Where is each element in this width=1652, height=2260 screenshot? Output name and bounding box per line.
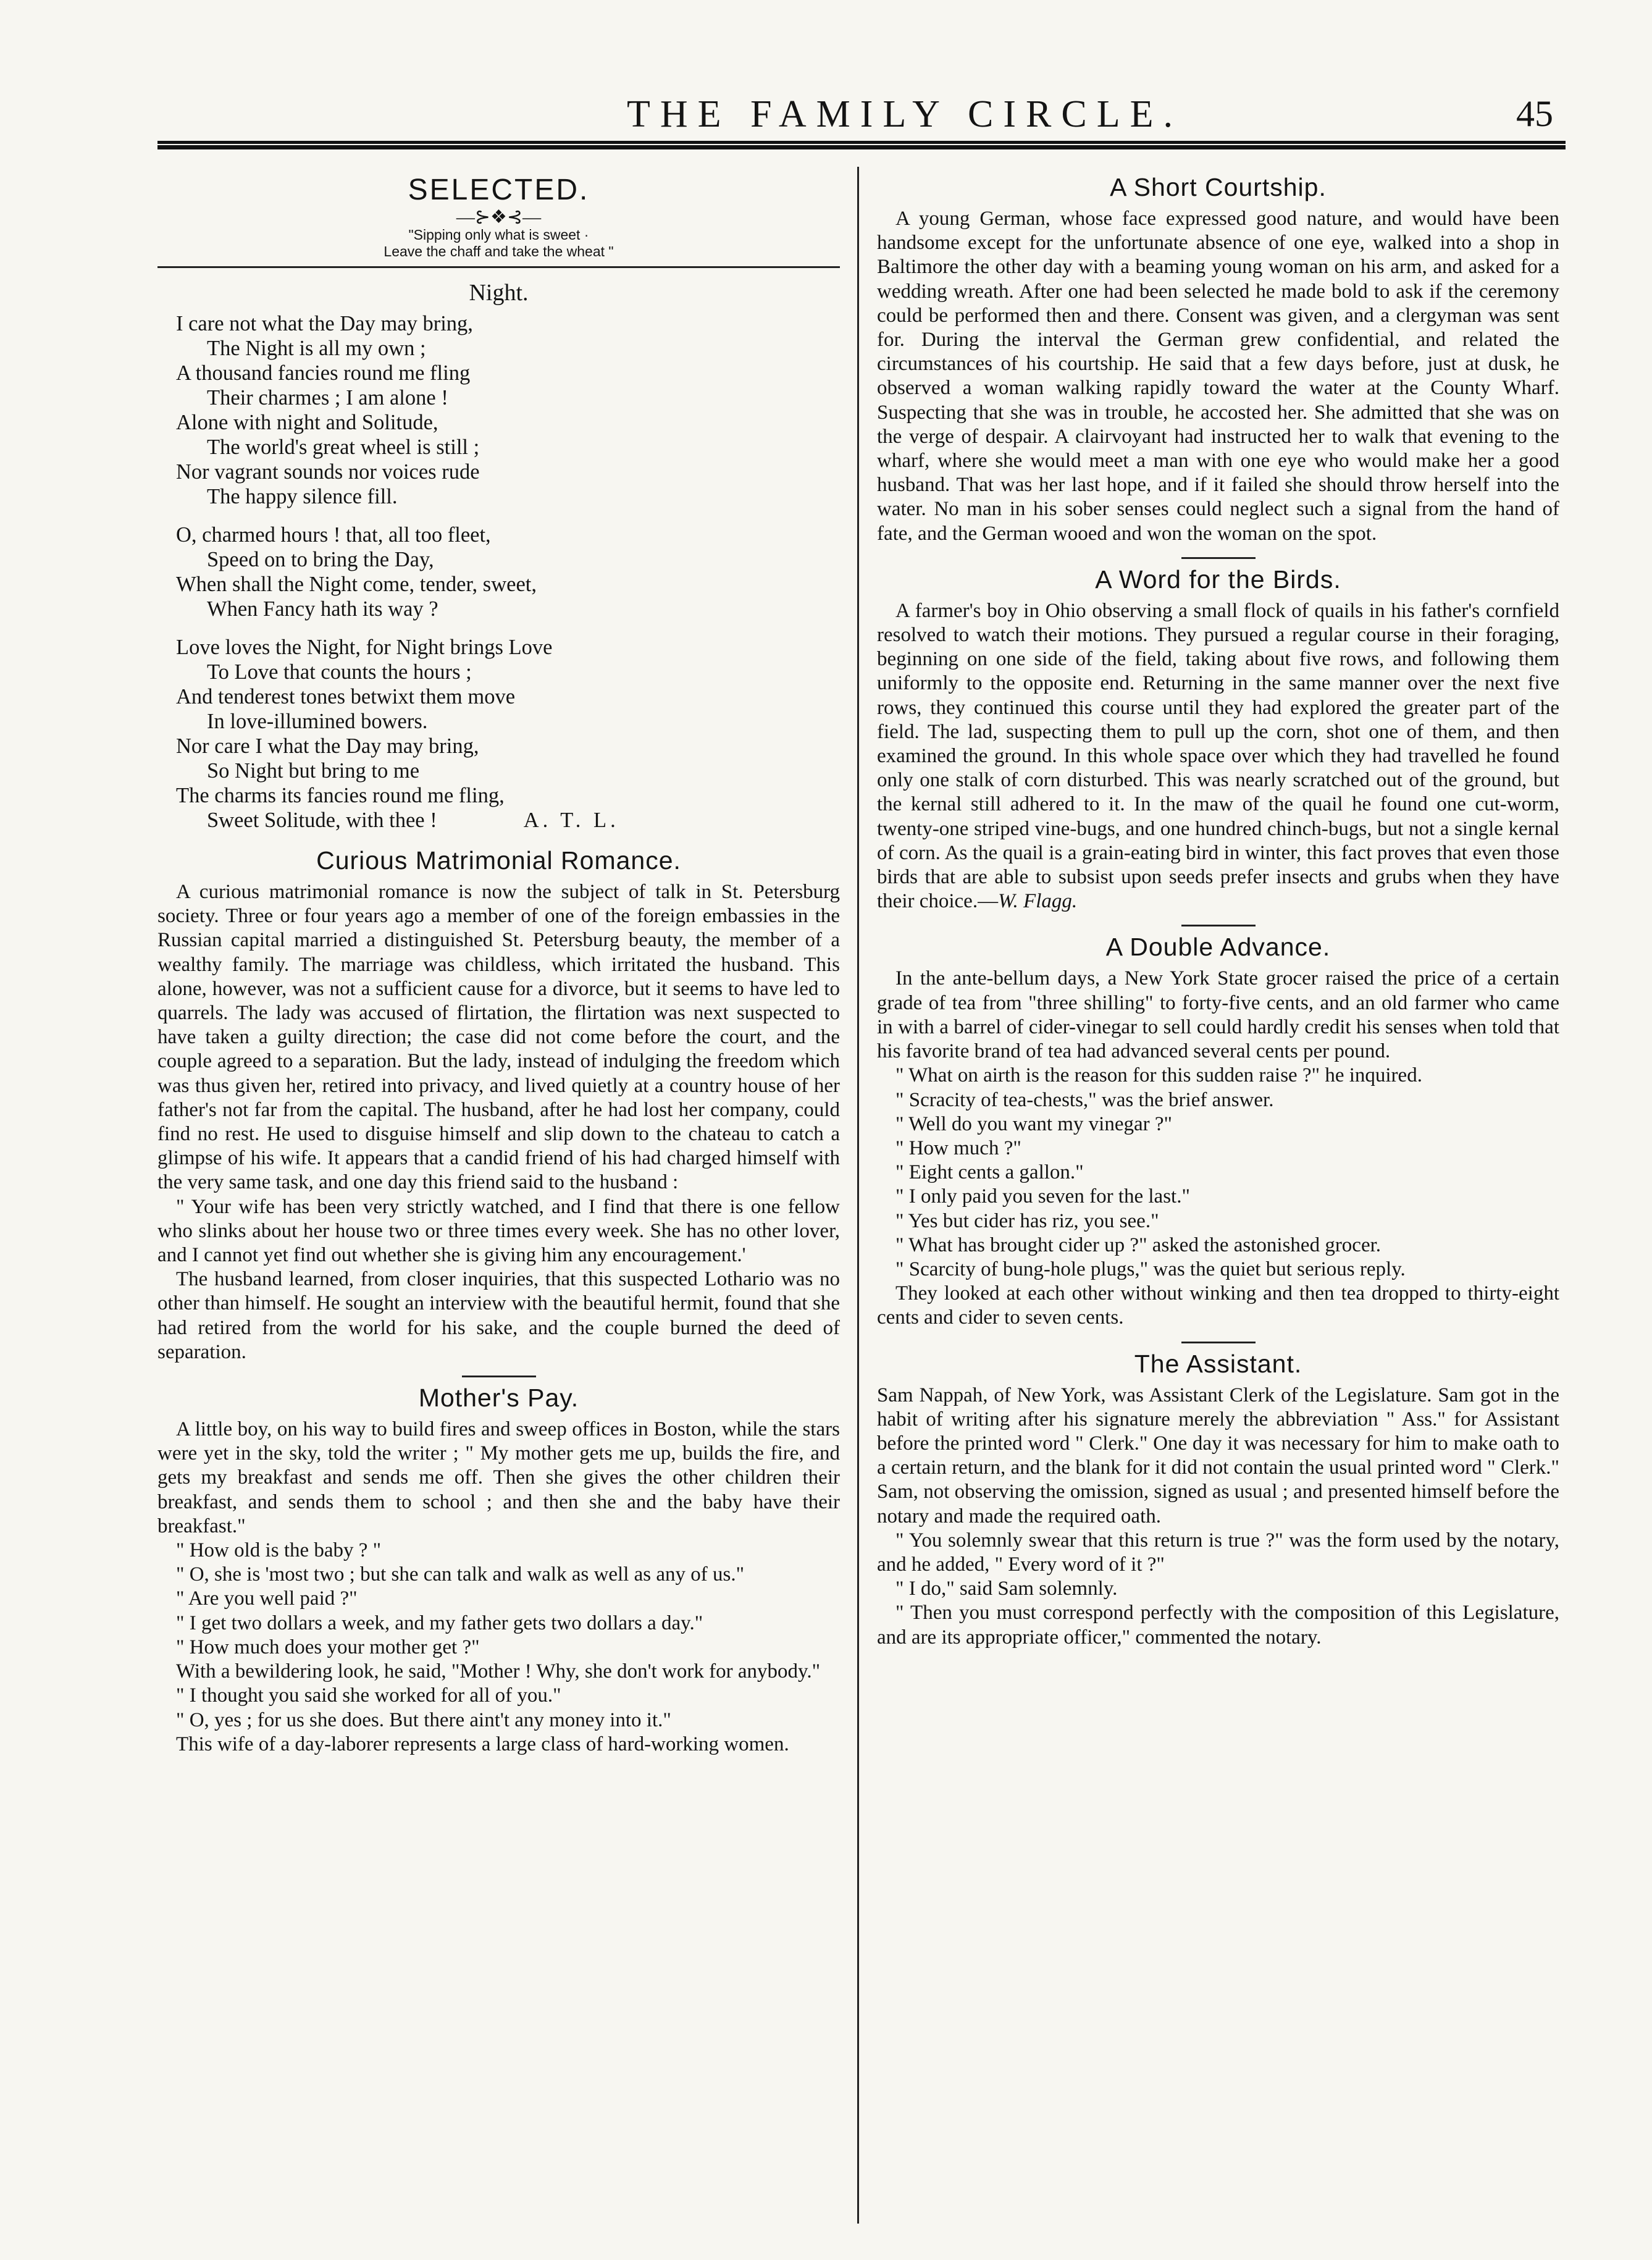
section-rule: [1181, 1342, 1256, 1343]
article-courtship: [877, 207, 1559, 546]
poem-line: [176, 808, 840, 833]
poem-line: I care not what the Day may bring,: [176, 312, 473, 335]
paragraph: " Then you must correspond perfectly with the composition of this Legislature, and are its appropriate officer," commented the notary.: [877, 1602, 1559, 1649]
paragraph: In the ante-bellum days, a New York State grocer raised the price of a certain grade of tea from "three shilling" to forty-five cents, and an old farmer who came in with a barrel of cider-vinegar to sell could hardly credit his senses when told that his favorite brand of tea had advanced several cents per pound.: [877, 967, 1559, 1063]
poem-line: To Love that counts the hours ;: [207, 660, 472, 684]
paragraph: " What has brought cider up ?" asked the astonished grocer.: [895, 1233, 1382, 1256]
poem-line: In love-illumined bowers.: [207, 710, 428, 733]
article-title: A Double Advance.: [1105, 933, 1331, 962]
paragraph: " Scarcity of bung-hole plugs," was the quiet but serious reply.: [895, 1258, 1406, 1280]
poem-signature: A. T. L.: [523, 809, 619, 832]
paragraph: " O, yes ; for us she does. But there aint't any money into it.": [176, 1708, 671, 1731]
poem-title: Night.: [469, 280, 529, 306]
page-header: [157, 93, 1566, 154]
poem-line-text: Sweet Solitude, with thee !: [207, 809, 437, 832]
article-birds: [877, 599, 1559, 914]
section-rule: [1181, 925, 1256, 926]
motto-line: Leave the chaff and take the wheat ": [384, 243, 614, 259]
motto: [157, 227, 840, 260]
poem-line: When Fancy hath its way ?: [207, 597, 438, 621]
article-assistant: [877, 1384, 1559, 1650]
paragraph-text: A farmer's boy in Ohio observing a small flock of quails in his father's cornfield resolved to watch their motions. They pursued a regular course in their foraging, beginning on one side of the field, taking about five rows, and following them uniformly to the opposite end. Returning in the same manner over the next five rows, they continued this course until they had explored the greater part of the field. The lad, suspecting them to pull up the corn, shot one of them, and then examined the ground. In this whole space over which they had travelled he found only one stalk of corn disturbed. This was nearly scratched out of the ground, but the kernal still adhered to it. In the maw of the quail he found one cut-worm, twenty-one striped vine-bugs, and one hundred chinch-bugs, but not a single kernal of corn. As the quail is a grain-eating bird in winter, this fact proves that even those birds that are able to subsist upon seeds prefer insects and grubs when they have their choice.—: [877, 599, 1559, 913]
paragraph: " How old is the baby ? ": [176, 1539, 382, 1562]
article-double-advance: [877, 967, 1559, 1330]
section-rule: [1181, 557, 1256, 559]
paragraph: " O, she is 'most two ; but she can talk and walk as well as any of us.": [176, 1563, 745, 1586]
motto-line: "Sipping only what is sweet ·: [408, 227, 589, 243]
paragraph: " Your wife has been very strictly watched, and I find that there is one fellow who slinks about her house two or three times every week. She has no other lover, and I cannot yet find out whether she is giving him any encouragement.': [157, 1195, 840, 1267]
poem-line: And tenderest tones betwixt them move: [176, 685, 516, 708]
header-rule: [157, 141, 1566, 149]
paragraph: [877, 599, 1559, 914]
poem-line: O, charmed hours ! that, all too fleet,: [176, 523, 491, 547]
paragraph: " I get two dollars a week, and my father gets two dollars a day.": [176, 1611, 703, 1634]
poem-line: A thousand fancies round me fling: [176, 361, 471, 385]
paragraph: A little boy, on his way to build fires and sweep offices in Boston, while the stars were yet in the sky, told the writer ; " My mother gets me up, builds the fire, and gets my breakfast and sends me off. Then she gives the other children their breakfast, and sends them to school ; and then she and the baby have their breakfast.": [157, 1418, 840, 1537]
left-column: [157, 173, 840, 2230]
paragraph: With a bewildering look, he said, "Mother ! Why, she don't work for anybody.": [176, 1660, 821, 1683]
paragraph: Sam Nappah, of New York, was Assistant Clerk of the Legislature. Sam got in the habit of writing after his signature merely the abbreviation " Ass." for Assistant before the printed word " Clerk." One day it was necessary for him to make oath to a certain return, and the blank for it did not contain the usual printed word " Clerk." Sam, not observing the omission, signed as usual ; and presented himself before the notary and made the required oath.: [877, 1384, 1559, 1527]
article-title: Mother's Pay.: [418, 1384, 579, 1413]
poem-stanza: [176, 311, 840, 509]
poem-line: Speed on to bring the Day,: [207, 548, 434, 571]
paragraph: " What on airth is the reason for this sudden raise ?" he inquired.: [895, 1064, 1422, 1087]
poem-stanza: [176, 635, 840, 833]
running-title: THE FAMILY CIRCLE.: [626, 93, 1183, 135]
paragraph: " Are you well paid ?": [176, 1587, 358, 1610]
divider-rule: [157, 266, 840, 268]
article-mothers-pay: [157, 1418, 840, 1757]
paragraph: " Scracity of tea-chests," was the brief answer.: [895, 1088, 1274, 1111]
paragraph: " How much ?": [895, 1136, 1021, 1159]
page-number: 45: [1516, 93, 1553, 134]
paragraph: This wife of a day-laborer represents a large class of hard-working women.: [176, 1733, 789, 1755]
paragraph: A curious matrimonial romance is now the subject of talk in St. Petersburg society. Three or four years ago a member of one of the foreign embassies in the Russian capital married a distinguished St. Petersburg beauty, the member of a wealthy family. The marriage was childless, which irritated the husband. This alone, however, was not a sufficient cause for a divorce, but it seems to have led to quarrels. The lady was accused of flirtation, the flirtation was next suspected to have taken a guilty direction; the case did not come before the court, and the couple agreed to a separation. But the lady, instead of indulging the freedom which was thus given her, retired into privacy, and lived quietly at a country house of her father's not far from the capital. The husband, after he had lost her company, could find no rest. He used to disguise himself and slip down to the chateau to catch a glimpse of his wife. It appears that a candid friend of his had charged himself with the very same task, and one day this friend said to the husband :: [157, 881, 840, 1194]
selected-heading: SELECTED.: [408, 174, 590, 206]
right-column: [877, 173, 1559, 2230]
paragraph: " I only paid you seven for the last.": [895, 1185, 1190, 1208]
poem-line: The happy silence fill.: [207, 485, 398, 508]
poem-line: Love loves the Night, for Night brings Love: [176, 636, 553, 659]
poem-line: The charms its fancies round me fling,: [176, 784, 505, 807]
poem-line: So Night but bring to me: [207, 759, 420, 783]
poem-stanza: [176, 523, 840, 621]
article-romance: [157, 880, 840, 1364]
poem-line: Nor care I what the Day may bring,: [176, 734, 479, 758]
paragraph: " How much does your mother get ?": [176, 1636, 480, 1658]
paragraph: They looked at each other without winking and then tea dropped to thirty-eight cents and cider to seven cents.: [877, 1282, 1559, 1329]
section-rule: [462, 1376, 536, 1377]
poem-line: The world's great wheel is still ;: [207, 435, 480, 459]
poem-line: The Night is all my own ;: [207, 337, 426, 360]
paragraph: " I do," said Sam solemnly.: [895, 1577, 1118, 1600]
byline: W. Flagg.: [998, 890, 1078, 913]
paragraph: " Eight cents a gallon.": [895, 1161, 1084, 1184]
poem-night: [176, 311, 840, 833]
paragraph: " Yes but cider has riz, you see.": [895, 1209, 1159, 1232]
article-title: A Word for the Birds.: [1095, 565, 1341, 594]
article-title: A Short Courtship.: [1110, 173, 1327, 201]
paragraph: " You solemnly swear that this return is true ?" was the form used by the notary, and he added, " Every word of it ?": [877, 1529, 1559, 1576]
column-divider: [857, 167, 859, 2224]
poem-line: Alone with night and Solitude,: [176, 411, 438, 434]
article-title: Curious Matrimonial Romance.: [316, 846, 681, 875]
paragraph: A young German, whose face expressed good nature, and would have been handsome except for the unfortunate absence of one eye, walked into a shop in Baltimore the other day with a beaming young woman on his arm, and asked for a wedding wreath. After one had been selected he made bold to ask if the ceremony could be performed then and there. Consent was given, and a clergyman was sent for. During the interval the German grew confidential, and related the circumstances of his courtship. He said that a few days before, just at dusk, he observed a woman walking rapidly toward the water at the County Wharf. Suspecting that she was in trouble, he accosted her. She admitted that she was on the verge of despair. A clairvoyant had instructed her to walk that evening to the wharf, where she would meet a man with one eye who would make her a good husband. That was her last hope, and if it failed she should throw herself into the water. No man in his sober senses could neglect such a signal from the hand of fate, and the German wooed and won the woman on the spot.: [877, 208, 1559, 545]
paragraph: The husband learned, from closer inquiries, that this suspected Lothario was no other than himself. He sought an interview with the beautiful hermit, found that she had retired from the world for his sake, and the couple burned the deed of separation.: [157, 1268, 840, 1363]
poem-line: Their charmes ; I am alone !: [207, 386, 448, 410]
ornament-divider: —⊱❖⊰—: [456, 207, 542, 227]
article-title: The Assistant.: [1134, 1349, 1302, 1378]
paragraph: " Well do you want my vinegar ?": [895, 1112, 1172, 1135]
poem-line: When shall the Night come, tender, sweet,: [176, 573, 537, 596]
newspaper-page: [157, 93, 1566, 2230]
poem-line: Nor vagrant sounds nor voices rude: [176, 460, 480, 484]
paragraph: " I thought you said she worked for all of you.": [176, 1684, 561, 1707]
